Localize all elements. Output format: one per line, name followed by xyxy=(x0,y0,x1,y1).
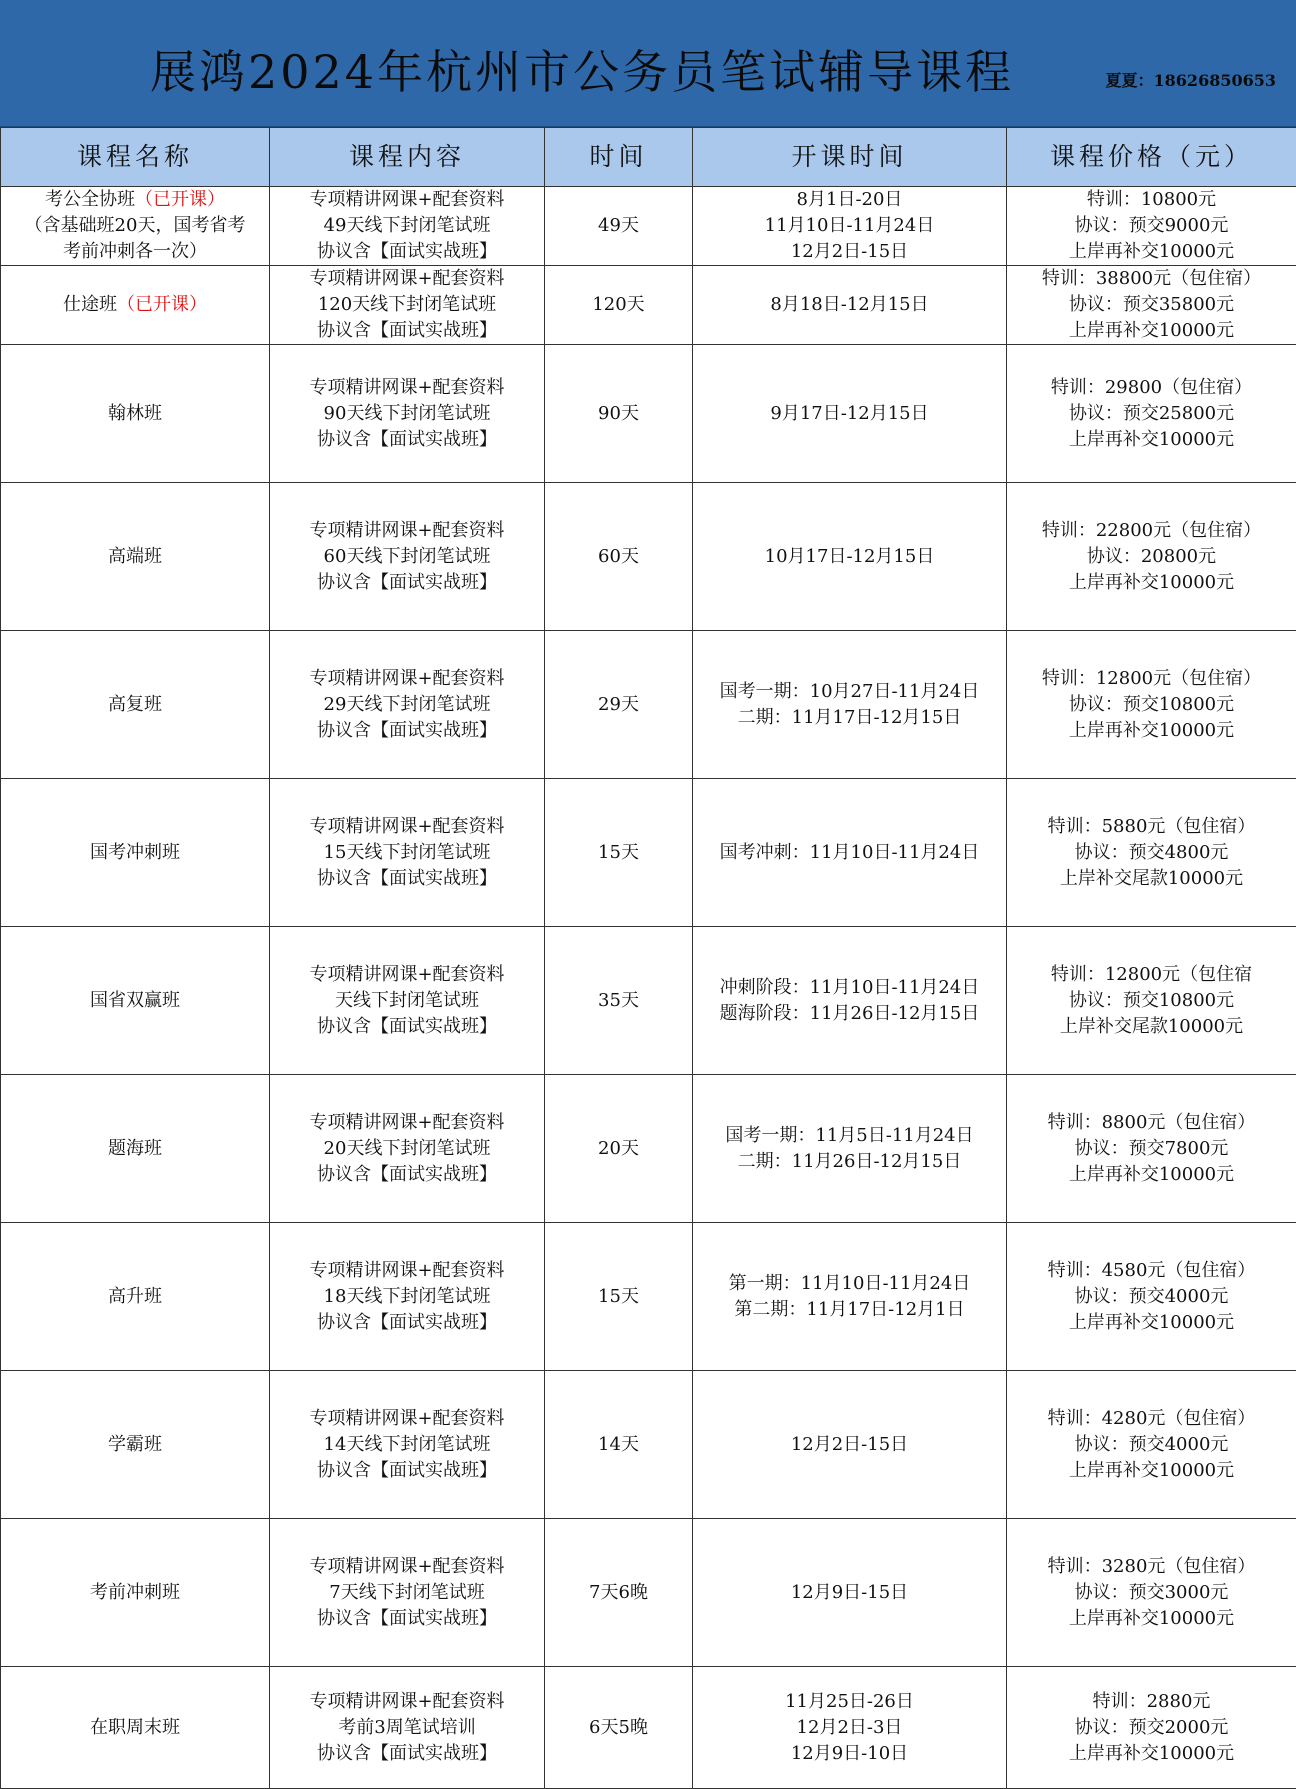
content-cell xyxy=(270,779,545,927)
price-line: 协议：预交10800元 xyxy=(1009,988,1294,1014)
duration-cell: 15天 xyxy=(545,779,693,927)
content-line: 协议含【面试实战班】 xyxy=(272,1162,542,1188)
content-line: 协议含【面试实战班】 xyxy=(272,427,542,453)
table-row xyxy=(1,1075,1296,1223)
content-cell xyxy=(270,266,545,345)
price-cell xyxy=(1007,1223,1296,1371)
content-cell xyxy=(270,1519,545,1667)
price-line: 上岸再补交10000元 xyxy=(1009,239,1294,265)
duration-cell: 60天 xyxy=(545,483,693,631)
content-cell xyxy=(270,483,545,631)
price-line: 特训：3280元（包住宿） xyxy=(1009,1554,1294,1580)
course-name-cell: 考前冲刺班 xyxy=(1,1519,270,1667)
price-line: 上岸补交尾款10000元 xyxy=(1009,866,1294,892)
price-line: 协议：预交35800元 xyxy=(1009,292,1294,318)
duration-cell: 7天6晚 xyxy=(545,1519,693,1667)
column-header-content: 课程内容 xyxy=(270,128,545,187)
content-line: 专项精讲网课+配套资料 xyxy=(272,518,542,544)
schedule-cell xyxy=(693,927,1007,1075)
price-line: 上岸再补交10000元 xyxy=(1009,1458,1294,1484)
content-line: 协议含【面试实战班】 xyxy=(272,1458,542,1484)
table-row xyxy=(1,345,1296,483)
content-line: 专项精讲网课+配套资料 xyxy=(272,962,542,988)
content-line: 专项精讲网课+配套资料 xyxy=(272,375,542,401)
duration-cell: 90天 xyxy=(545,345,693,483)
price-line: 协议：预交9000元 xyxy=(1009,213,1294,239)
schedule-line: 国考冲刺：11月10日-11月24日 xyxy=(695,840,1004,866)
content-line: 14天线下封闭笔试班 xyxy=(272,1432,542,1458)
table-row xyxy=(1,631,1296,779)
table-row xyxy=(1,779,1296,927)
content-cell xyxy=(270,1223,545,1371)
content-cell xyxy=(270,1371,545,1519)
content-cell xyxy=(270,927,545,1075)
course-name-cell: 高端班 xyxy=(1,483,270,631)
content-line: 专项精讲网课+配套资料 xyxy=(272,1689,542,1715)
content-line: 60天线下封闭笔试班 xyxy=(272,544,542,570)
schedule-line: 第二期：11月17日-12月1日 xyxy=(695,1297,1004,1323)
price-cell xyxy=(1007,1371,1296,1519)
price-line: 协议：预交4800元 xyxy=(1009,840,1294,866)
course-name-cell: 高升班 xyxy=(1,1223,270,1371)
price-line: 协议：预交7800元 xyxy=(1009,1136,1294,1162)
content-cell xyxy=(270,345,545,483)
schedule-line: 12月9日-10日 xyxy=(695,1741,1004,1767)
course-name-cell: 翰林班 xyxy=(1,345,270,483)
contact-info: 夏夏：18626850653 xyxy=(1106,68,1276,91)
price-line: 上岸再补交10000元 xyxy=(1009,1162,1294,1188)
column-header-name: 课程名称 xyxy=(1,128,270,187)
course-name-cell: 高复班 xyxy=(1,631,270,779)
price-cell xyxy=(1007,483,1296,631)
duration-cell: 120天 xyxy=(545,266,693,345)
price-cell xyxy=(1007,631,1296,779)
price-line: 协议：预交3000元 xyxy=(1009,1580,1294,1606)
schedule-line: 11月10日-11月24日 xyxy=(695,213,1004,239)
duration-cell: 20天 xyxy=(545,1075,693,1223)
schedule-line: 12月9日-15日 xyxy=(695,1580,1004,1606)
course-name-cell: 题海班 xyxy=(1,1075,270,1223)
schedule-line: 第一期：11月10日-11月24日 xyxy=(695,1271,1004,1297)
course-name-cell: 国省双赢班 xyxy=(1,927,270,1075)
duration-cell: 29天 xyxy=(545,631,693,779)
schedule-cell xyxy=(693,1519,1007,1667)
schedule-cell xyxy=(693,1371,1007,1519)
duration-cell: 14天 xyxy=(545,1371,693,1519)
price-line: 特训：8800元（包住宿） xyxy=(1009,1110,1294,1136)
course-name: 仕途班 xyxy=(63,294,117,315)
content-line: 协议含【面试实战班】 xyxy=(272,718,542,744)
price-cell xyxy=(1007,187,1296,266)
price-line: 特训：22800元（包住宿） xyxy=(1009,518,1294,544)
price-line: 上岸再补交10000元 xyxy=(1009,318,1294,344)
content-line: 20天线下封闭笔试班 xyxy=(272,1136,542,1162)
schedule-line: 12月2日-15日 xyxy=(695,1432,1004,1458)
price-line: 协议：20800元 xyxy=(1009,544,1294,570)
table-row xyxy=(1,1667,1296,1789)
price-line: 上岸再补交10000元 xyxy=(1009,1741,1294,1767)
content-line: 专项精讲网课+配套资料 xyxy=(272,1258,542,1284)
price-cell xyxy=(1007,266,1296,345)
content-line: 专项精讲网课+配套资料 xyxy=(272,666,542,692)
content-line: 29天线下封闭笔试班 xyxy=(272,692,542,718)
schedule-cell xyxy=(693,1075,1007,1223)
schedule-line: 10月17日-12月15日 xyxy=(695,544,1004,570)
table-row xyxy=(1,1519,1296,1667)
table-row xyxy=(1,266,1296,345)
content-line: 90天线下封闭笔试班 xyxy=(272,401,542,427)
content-cell xyxy=(270,1075,545,1223)
content-line: 协议含【面试实战班】 xyxy=(272,1741,542,1767)
content-line: 专项精讲网课+配套资料 xyxy=(272,266,542,292)
price-line: 协议：预交10800元 xyxy=(1009,692,1294,718)
content-line: 专项精讲网课+配套资料 xyxy=(272,814,542,840)
schedule-line: 国考一期：10月27日-11月24日 xyxy=(695,679,1004,705)
price-cell xyxy=(1007,1519,1296,1667)
price-cell xyxy=(1007,927,1296,1075)
schedule-line: 8月1日-20日 xyxy=(695,187,1004,213)
price-line: 特训：29800（包住宿） xyxy=(1009,375,1294,401)
course-name-note: 考前冲刺各一次） xyxy=(3,239,267,265)
schedule-line: 冲刺阶段：11月10日-11月24日 xyxy=(695,975,1004,1001)
content-cell xyxy=(270,187,545,266)
price-line: 上岸再补交10000元 xyxy=(1009,1606,1294,1632)
schedule-line: 国考一期：11月5日-11月24日 xyxy=(695,1123,1004,1149)
schedule-cell xyxy=(693,345,1007,483)
price-cell xyxy=(1007,1667,1296,1789)
price-line: 特训：4280元（包住宿） xyxy=(1009,1406,1294,1432)
price-line: 协议：预交25800元 xyxy=(1009,401,1294,427)
schedule-line: 8月18日-12月15日 xyxy=(695,292,1004,318)
price-line: 协议：预交2000元 xyxy=(1009,1715,1294,1741)
schedule-cell xyxy=(693,187,1007,266)
content-line: 专项精讲网课+配套资料 xyxy=(272,1554,542,1580)
content-line: 专项精讲网课+配套资料 xyxy=(272,187,542,213)
price-line: 协议：预交4000元 xyxy=(1009,1284,1294,1310)
course-name-note: （含基础班20天，国考省考 xyxy=(3,213,267,239)
schedule-line: 题海阶段：11月26日-12月15日 xyxy=(695,1001,1004,1027)
schedule-cell xyxy=(693,779,1007,927)
content-line: 18天线下封闭笔试班 xyxy=(272,1284,542,1310)
table-row xyxy=(1,1371,1296,1519)
content-line: 协议含【面试实战班】 xyxy=(272,239,542,265)
content-line: 7天线下封闭笔试班 xyxy=(272,1580,542,1606)
schedule-line: 9月17日-12月15日 xyxy=(695,401,1004,427)
price-line: 上岸再补交10000元 xyxy=(1009,718,1294,744)
price-line: 特训：10800元 xyxy=(1009,187,1294,213)
schedule-line: 二期：11月26日-12月15日 xyxy=(695,1149,1004,1175)
schedule-cell xyxy=(693,1223,1007,1371)
schedule-cell xyxy=(693,1667,1007,1789)
duration-cell: 15天 xyxy=(545,1223,693,1371)
schedule-cell xyxy=(693,631,1007,779)
schedule-line: 12月2日-3日 xyxy=(695,1715,1004,1741)
table-row xyxy=(1,187,1296,266)
content-line: 专项精讲网课+配套资料 xyxy=(272,1406,542,1432)
price-line: 特训：2880元 xyxy=(1009,1689,1294,1715)
price-line: 上岸再补交10000元 xyxy=(1009,570,1294,596)
price-line: 上岸再补交10000元 xyxy=(1009,1310,1294,1336)
table-header-row xyxy=(1,128,1296,187)
content-line: 专项精讲网课+配套资料 xyxy=(272,1110,542,1136)
column-header-schedule: 开课时间 xyxy=(693,128,1007,187)
status-badge: （已开课） xyxy=(135,189,225,210)
duration-cell: 6天5晚 xyxy=(545,1667,693,1789)
table-row xyxy=(1,483,1296,631)
price-line: 特训：12800元（包住宿） xyxy=(1009,666,1294,692)
price-line: 上岸补交尾款10000元 xyxy=(1009,1014,1294,1040)
table-row xyxy=(1,1223,1296,1371)
table-row xyxy=(1,927,1296,1075)
content-line: 120天线下封闭笔试班 xyxy=(272,292,542,318)
schedule-line: 11月25日-26日 xyxy=(695,1689,1004,1715)
content-line: 考前3周笔试培训 xyxy=(272,1715,542,1741)
course-name-cell: 国考冲刺班 xyxy=(1,779,270,927)
content-cell xyxy=(270,1667,545,1789)
schedule-cell xyxy=(693,266,1007,345)
price-line: 协议：预交4000元 xyxy=(1009,1432,1294,1458)
duration-cell: 49天 xyxy=(545,187,693,266)
price-cell xyxy=(1007,1075,1296,1223)
price-line: 特训：12800元（包住宿 xyxy=(1009,962,1294,988)
price-line: 特训：4580元（包住宿） xyxy=(1009,1258,1294,1284)
price-line: 特训：38800元（包住宿） xyxy=(1009,266,1294,292)
content-line: 天线下封闭笔试班 xyxy=(272,988,542,1014)
content-line: 协议含【面试实战班】 xyxy=(272,570,542,596)
price-cell xyxy=(1007,345,1296,483)
schedule-cell xyxy=(693,483,1007,631)
schedule-line: 二期：11月17日-12月15日 xyxy=(695,705,1004,731)
content-line: 15天线下封闭笔试班 xyxy=(272,840,542,866)
price-cell xyxy=(1007,779,1296,927)
page-title: 展鸿2024年杭州市公务员笔试辅导课程 xyxy=(150,36,1014,102)
column-header-price: 课程价格（元） xyxy=(1007,128,1296,187)
column-header-duration: 时间 xyxy=(545,128,693,187)
title-banner xyxy=(0,0,1296,128)
course-name-cell xyxy=(1,266,270,345)
course-name-cell: 学霸班 xyxy=(1,1371,270,1519)
course-name-cell xyxy=(1,187,270,266)
schedule-line: 12月2日-15日 xyxy=(695,239,1004,265)
course-name-cell: 在职周末班 xyxy=(1,1667,270,1789)
duration-cell: 35天 xyxy=(545,927,693,1075)
content-cell xyxy=(270,631,545,779)
course-name: 考公全协班 xyxy=(45,189,135,210)
content-line: 49天线下封闭笔试班 xyxy=(272,213,542,239)
status-badge: （已开课） xyxy=(117,294,207,315)
course-table xyxy=(0,127,1296,1789)
content-line: 协议含【面试实战班】 xyxy=(272,1014,542,1040)
content-line: 协议含【面试实战班】 xyxy=(272,1606,542,1632)
content-line: 协议含【面试实战班】 xyxy=(272,1310,542,1336)
content-line: 协议含【面试实战班】 xyxy=(272,866,542,892)
price-line: 特训：5880元（包住宿） xyxy=(1009,814,1294,840)
price-line: 上岸再补交10000元 xyxy=(1009,427,1294,453)
content-line: 协议含【面试实战班】 xyxy=(272,318,542,344)
